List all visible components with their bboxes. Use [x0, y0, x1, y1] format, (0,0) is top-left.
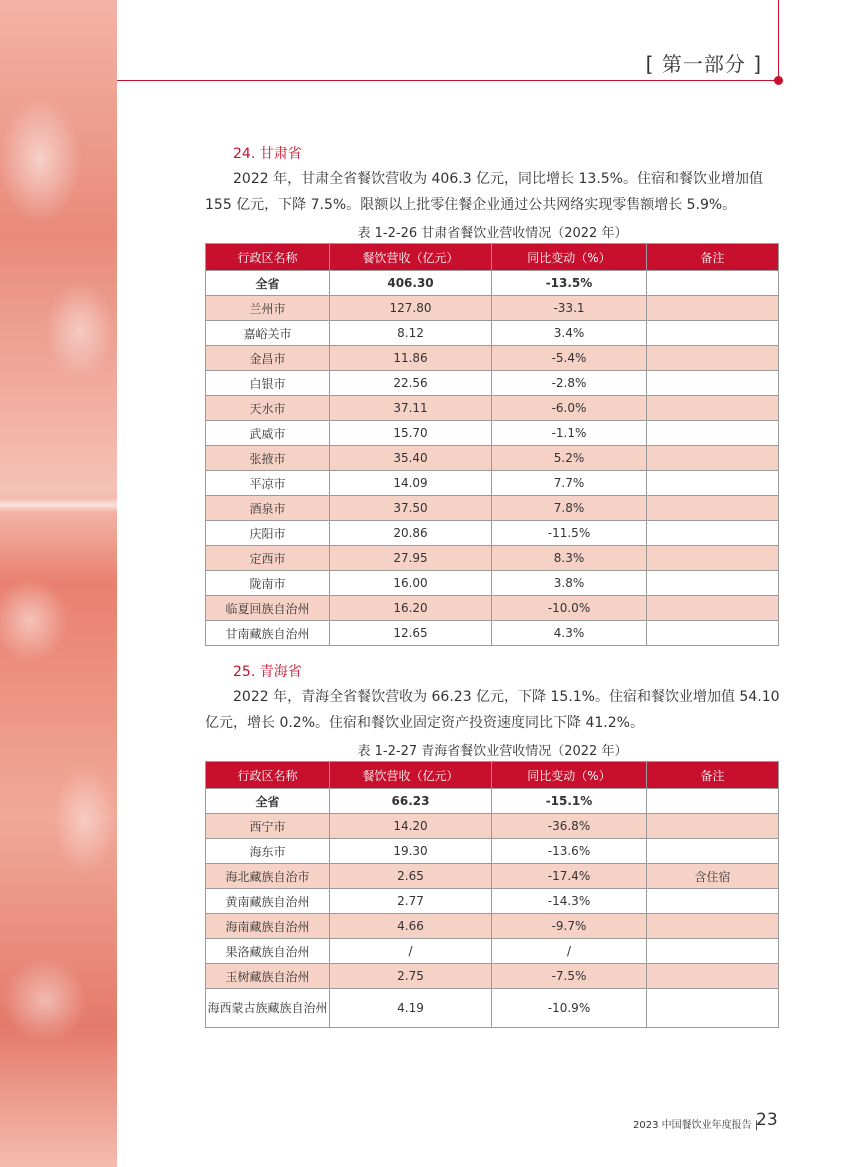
cell-revenue: 14.20: [330, 814, 492, 839]
cell-region: 全省: [206, 789, 330, 814]
cell-note: [647, 839, 779, 864]
table-header-row: [206, 244, 779, 271]
page-number: 23: [756, 1110, 778, 1130]
col-header-revenue: 餐饮营收（亿元）: [330, 762, 492, 789]
cell-region: 庆阳市: [206, 521, 330, 546]
paragraph-gansu-text: 2022 年，甘肃全省餐饮营收为 406.3 亿元，同比增长 13.5%。住宿和餐饮业增加值 155 亿元，下降 7.5%。限额以上批零住餐企业通过公共网络实现零售额增长 5.9%。: [205, 171, 763, 213]
table-row: [206, 939, 779, 964]
cell-note: [647, 321, 779, 346]
cell-revenue: 22.56: [330, 371, 492, 396]
cell-note: [647, 421, 779, 446]
col-header-region: 行政区名称: [206, 244, 330, 271]
table-total-row: [206, 789, 779, 814]
cell-revenue: 27.95: [330, 546, 492, 571]
cell-region: 海东市: [206, 839, 330, 864]
table-row: [206, 989, 779, 1028]
table-row: [206, 471, 779, 496]
cell-region: 金昌市: [206, 346, 330, 371]
table-row: [206, 346, 779, 371]
table-row: [206, 864, 779, 889]
header-rule-dot: [774, 76, 783, 85]
cell-change: -1.1%: [492, 421, 647, 446]
cell-note: [647, 939, 779, 964]
table-row: [206, 889, 779, 914]
part-label: [ 第一部分 ]: [645, 52, 762, 76]
table-row: [206, 396, 779, 421]
table-row: [206, 521, 779, 546]
col-header-note: 备注: [647, 244, 779, 271]
cell-revenue: 35.40: [330, 446, 492, 471]
cell-change: -14.3%: [492, 889, 647, 914]
table-row: [206, 296, 779, 321]
cell-revenue: 2.77: [330, 889, 492, 914]
decorative-side-image: [0, 0, 117, 1167]
cell-revenue: 37.11: [330, 396, 492, 421]
table-row: [206, 814, 779, 839]
col-header-change: 同比变动（%）: [492, 762, 647, 789]
cell-change: 3.4%: [492, 321, 647, 346]
cell-revenue: 20.86: [330, 521, 492, 546]
cell-region: 海西蒙古族藏族自治州: [206, 989, 330, 1028]
cell-change: -17.4%: [492, 864, 647, 889]
cell-note: [647, 396, 779, 421]
cell-revenue: 2.65: [330, 864, 492, 889]
cell-change: -13.5%: [492, 271, 647, 296]
cell-note: [647, 346, 779, 371]
cell-revenue: 37.50: [330, 496, 492, 521]
cell-change: -2.8%: [492, 371, 647, 396]
cell-change: -6.0%: [492, 396, 647, 421]
cell-note: [647, 521, 779, 546]
table-gansu: [205, 243, 779, 646]
cell-revenue: 8.12: [330, 321, 492, 346]
cell-region: 陇南市: [206, 571, 330, 596]
cell-revenue: 12.65: [330, 621, 492, 646]
table-row: [206, 596, 779, 621]
cell-region: 黄南藏族自治州: [206, 889, 330, 914]
cell-note: [647, 371, 779, 396]
cell-revenue: 19.30: [330, 839, 492, 864]
cell-note: [647, 271, 779, 296]
cell-note: [647, 789, 779, 814]
col-header-region: 行政区名称: [206, 762, 330, 789]
cell-change: -13.6%: [492, 839, 647, 864]
cell-region: 武威市: [206, 421, 330, 446]
cell-revenue: 2.75: [330, 964, 492, 989]
cell-note: [647, 889, 779, 914]
cell-change: 7.8%: [492, 496, 647, 521]
cell-note: [647, 814, 779, 839]
col-header-revenue: 餐饮营收（亿元）: [330, 244, 492, 271]
cell-region: 兰州市: [206, 296, 330, 321]
cell-change: 3.8%: [492, 571, 647, 596]
table-row: [206, 621, 779, 646]
table-row: [206, 421, 779, 446]
cell-region: 海北藏族自治市: [206, 864, 330, 889]
table-header-row: [206, 762, 779, 789]
cell-note: [647, 596, 779, 621]
cell-note: [647, 546, 779, 571]
table-total-row: [206, 271, 779, 296]
cell-revenue: 15.70: [330, 421, 492, 446]
cell-note: [647, 989, 779, 1028]
cell-region: 西宁市: [206, 814, 330, 839]
cell-change: 7.7%: [492, 471, 647, 496]
table-row: [206, 571, 779, 596]
table-qinghai: [205, 761, 779, 1028]
cell-change: -11.5%: [492, 521, 647, 546]
table-row: [206, 321, 779, 346]
table-row: [206, 446, 779, 471]
cell-change: 8.3%: [492, 546, 647, 571]
section-title-qinghai: 25. 青海省: [233, 664, 302, 680]
table-row: [206, 496, 779, 521]
cell-region: 临夏回族自治州: [206, 596, 330, 621]
col-header-note: 备注: [647, 762, 779, 789]
cell-region: 果洛藏族自治州: [206, 939, 330, 964]
cell-region: 全省: [206, 271, 330, 296]
cell-note: [647, 296, 779, 321]
table-caption-qinghai: 表 1-2-27 青海省餐饮业营收情况（2022 年）: [357, 744, 628, 759]
table-row: [206, 546, 779, 571]
cell-note: [647, 621, 779, 646]
cell-region: 酒泉市: [206, 496, 330, 521]
cell-change: 4.3%: [492, 621, 647, 646]
cell-revenue: 16.20: [330, 596, 492, 621]
table-caption-gansu: 表 1-2-26 甘肃省餐饮业营收情况（2022 年）: [357, 226, 628, 241]
cell-change: -33.1: [492, 296, 647, 321]
cell-revenue: 4.66: [330, 914, 492, 939]
cell-change: -9.7%: [492, 914, 647, 939]
cell-note: [647, 914, 779, 939]
decorative-image-seam: [0, 498, 117, 512]
cell-revenue: 4.19: [330, 989, 492, 1028]
cell-note: [647, 496, 779, 521]
cell-region: 玉树藏族自治州: [206, 964, 330, 989]
cell-revenue: 14.09: [330, 471, 492, 496]
cell-revenue: 11.86: [330, 346, 492, 371]
cell-change: -7.5%: [492, 964, 647, 989]
header-vertical-rule: [778, 0, 779, 80]
cell-change: -36.8%: [492, 814, 647, 839]
cell-region: 平凉市: [206, 471, 330, 496]
cell-change: -15.1%: [492, 789, 647, 814]
paragraph-qinghai: [205, 684, 780, 736]
col-header-change: 同比变动（%）: [492, 244, 647, 271]
cell-revenue: 127.80: [330, 296, 492, 321]
cell-region: 白银市: [206, 371, 330, 396]
cell-change: 5.2%: [492, 446, 647, 471]
cell-change: -10.0%: [492, 596, 647, 621]
cell-region: 张掖市: [206, 446, 330, 471]
cell-note: [647, 446, 779, 471]
cell-note: 含住宿: [647, 864, 779, 889]
header-horizontal-rule: [117, 80, 778, 81]
table-row: [206, 839, 779, 864]
table-row: [206, 964, 779, 989]
cell-change: /: [492, 939, 647, 964]
cell-revenue: 406.30: [330, 271, 492, 296]
cell-region: 甘南藏族自治州: [206, 621, 330, 646]
cell-change: -10.9%: [492, 989, 647, 1028]
cell-note: [647, 964, 779, 989]
paragraph-qinghai-text: 2022 年，青海全省餐饮营收为 66.23 亿元，下降 15.1%。住宿和餐饮业增加值 54.10 亿元，增长 0.2%。住宿和餐饮业固定资产投资速度同比下降 41.2%。: [205, 689, 780, 731]
paragraph-gansu: [205, 166, 780, 218]
table-row: [206, 371, 779, 396]
cell-revenue: /: [330, 939, 492, 964]
cell-region: 定西市: [206, 546, 330, 571]
cell-region: 天水市: [206, 396, 330, 421]
cell-change: -5.4%: [492, 346, 647, 371]
cell-revenue: 66.23: [330, 789, 492, 814]
cell-note: [647, 471, 779, 496]
table-row: [206, 914, 779, 939]
cell-revenue: 16.00: [330, 571, 492, 596]
cell-region: 海南藏族自治州: [206, 914, 330, 939]
footer-report-label: 2023 中国餐饮业年度报告 |: [633, 1120, 759, 1131]
cell-region: 嘉峪关市: [206, 321, 330, 346]
cell-note: [647, 571, 779, 596]
section-title-gansu: 24. 甘肃省: [233, 146, 302, 162]
